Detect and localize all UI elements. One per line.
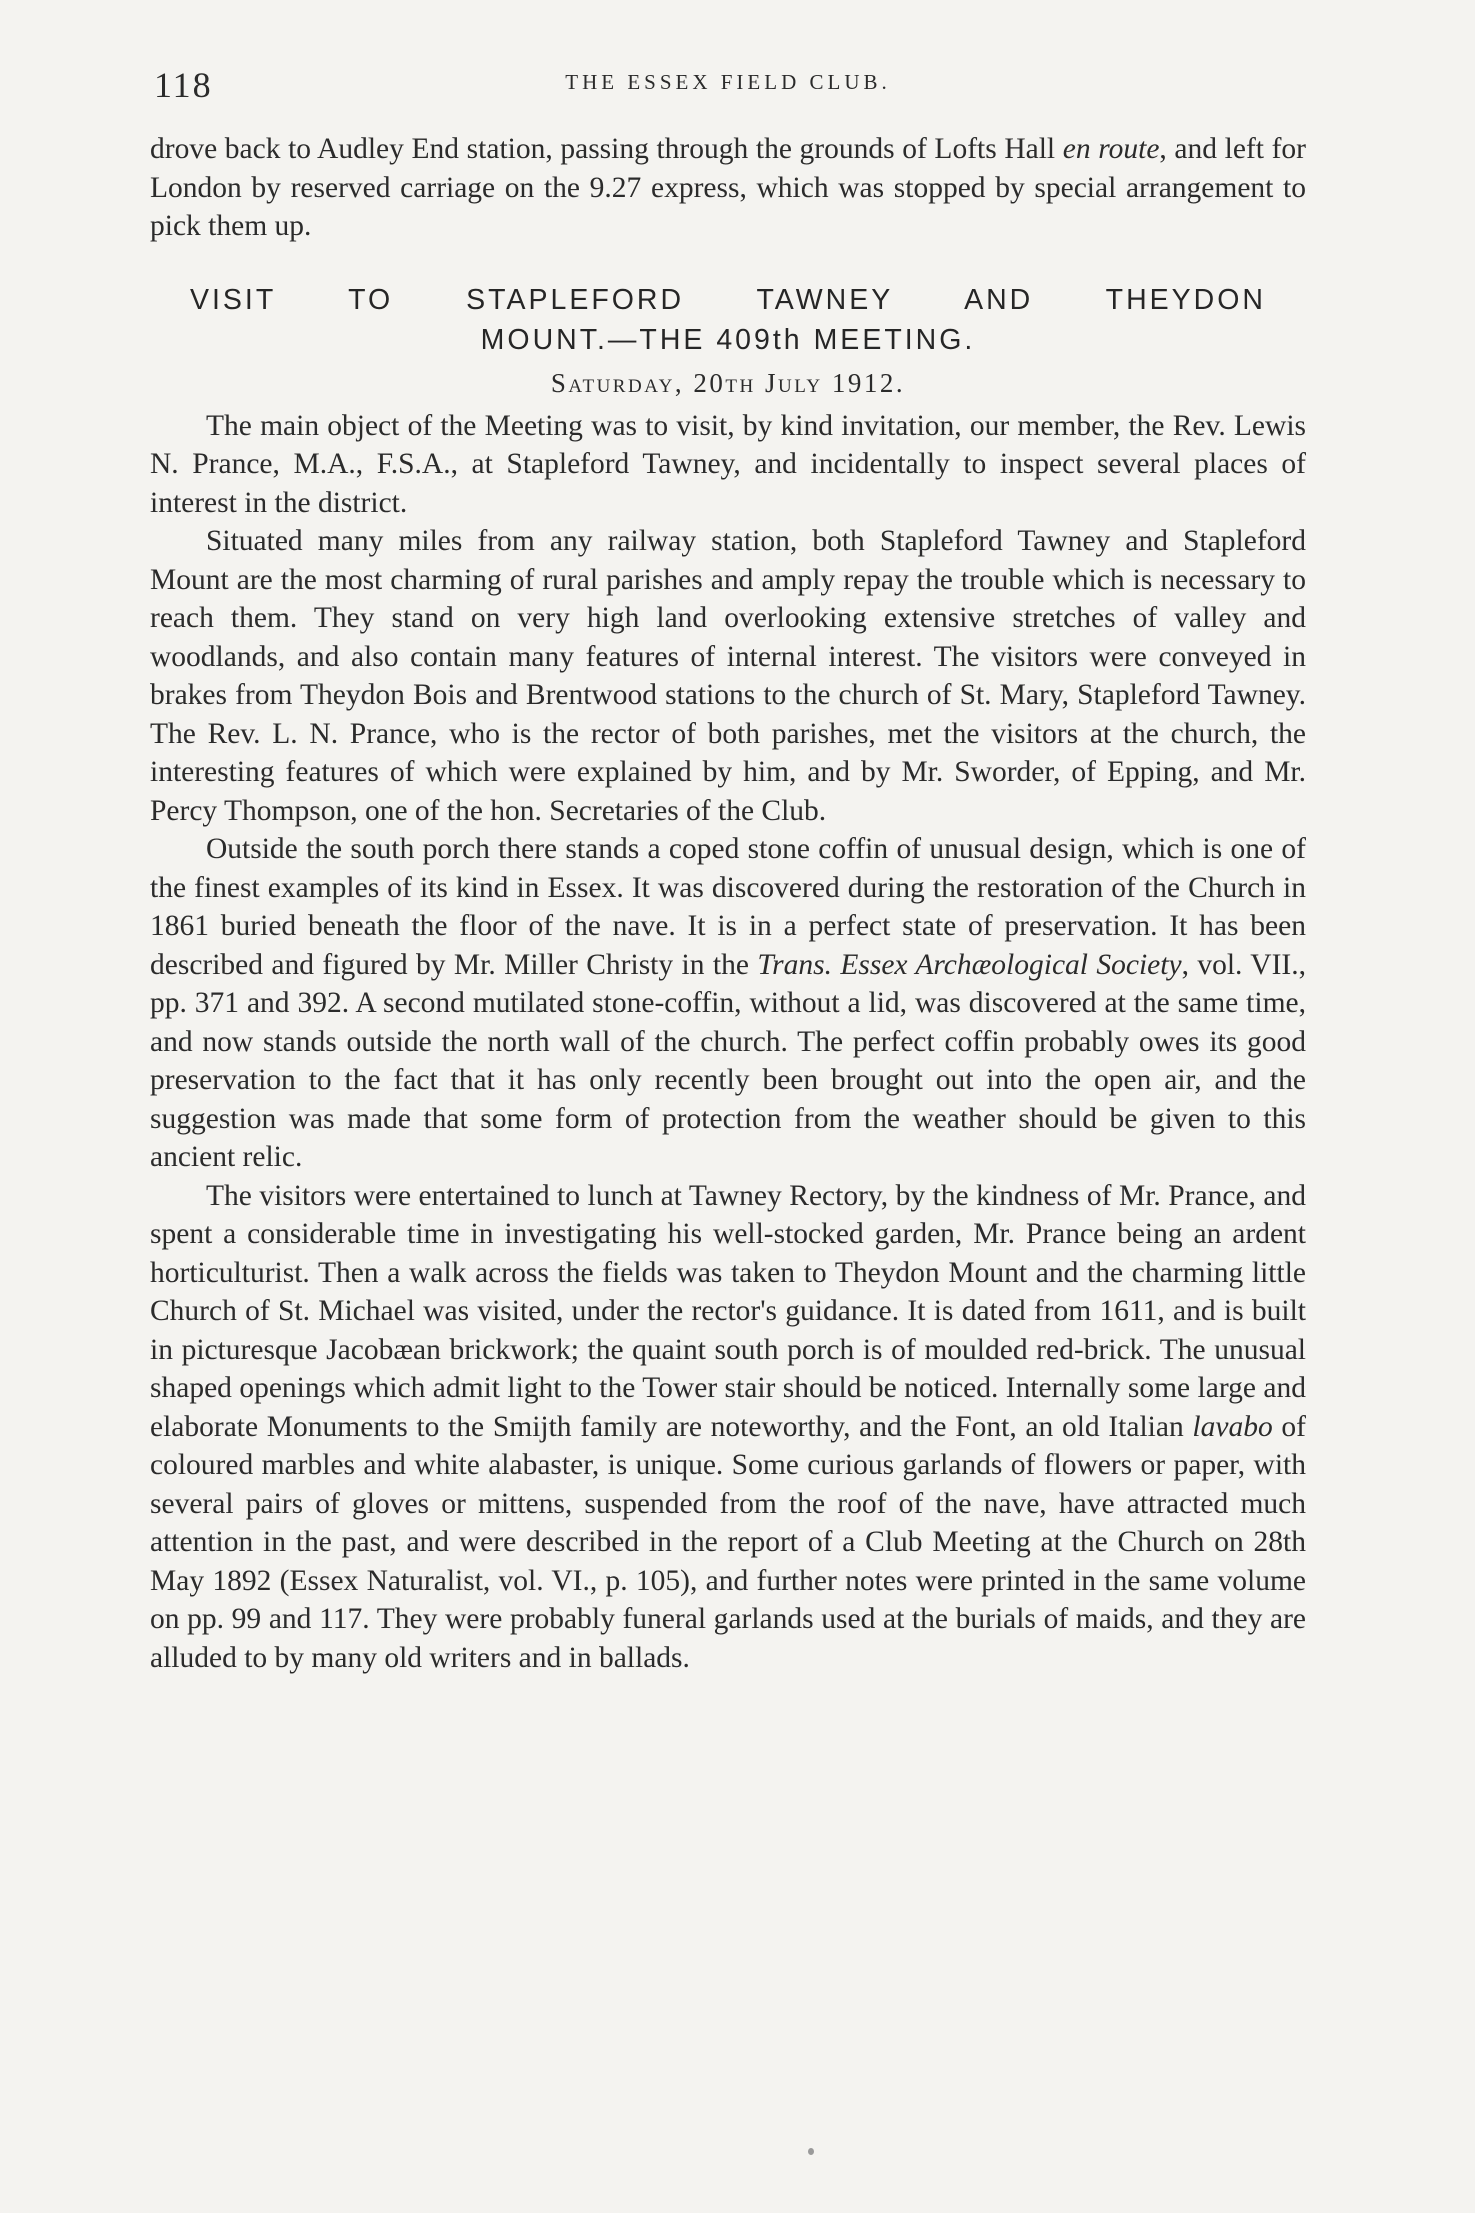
section-heading [150, 280, 1306, 360]
page [150, 60, 1306, 1677]
page-number: 118 [154, 65, 213, 105]
paragraph-3 [150, 830, 1306, 1177]
continuation-text-1: drove back to Audley End station, passing through the grounds of Lofts Hall [150, 133, 1063, 165]
running-head [150, 60, 1306, 110]
paragraph-4-text-1: The visitors were entertained to lunch at Tawney Rectory, by the kindness of Mr. Prance, and spent a considerable time in investigating his well-stocked garden, Mr. Prance being an ardent horticulturist. Then a walk across the fields was taken to Theydon Mount and the charming little Church of St. Michael was visited, under the rector's guidance. It is dated from 1611, and is built in picturesque Jacobæan brickwork; the quaint south porch is of moulded red-brick. The unusual shaped openings which admit light to the Tower stair should be noticed. Internally some large and elaborate Monuments to the Smijth family are noteworthy, and the Font, an old Italian [150, 1179, 1306, 1443]
paragraph-2: Situated many miles from any railway station, both Stapleford Tawney and Stapleford Mount are the most charming of rural parishes and amply repay the trouble which is necessary to reach them. They stand on very high land overlooking extensive stretches of valley and woodlands, and also contain many features of internal interest. The visitors were conveyed in brakes from Theydon Bois and Brentwood stations to the church of St. Mary, Stapleford Tawney. The Rev. L. N. Prance, who is the rector of both parishes, met the visitors at the church, the interesting features of which were explained by him, and by Mr. Sworder, of Epping, and Mr. Percy Thompson, one of the hon. Secretaries of the Club. [150, 525, 1306, 827]
paragraph-3-text-2: , vol. VII., pp. 371 and 392. A second mutilated stone-coffin, without a lid, was discovered at the same time, and now stands outside the north wall of the church. The perfect coffin probably owes its good preservation to the fact that it has only recently been brought out into the open air, and the suggestion was made that some form of protection from the weather should be given to this ancient relic. [150, 948, 1306, 1173]
paragraph-4-text-2: of coloured marbles and white alabaster, is unique. Some curious garlands of flowers or paper, with several pairs of gloves or mittens, suspended from the roof of the nave, have attracted much attention in the past, and were described in the report of a Club Meeting at the Church on 28th May 1892 (Essex Naturalist, vol. VI., p. 105), and further notes were printed in the same volume on pp. 99 and 117. They were probably funeral garlands used at the burials of maids, and they are alluded to by many old writers and in ballads. [150, 1410, 1306, 1674]
paragraph-4-italic: lavabo [1192, 1410, 1273, 1443]
meeting-date-text: Saturday, 20th July 1912. [550, 367, 906, 398]
paragraph-1: The main object of the Meeting was to visit, by kind invitation, our member, the Rev. Lewis N. Prance, M.A., F.S.A., at Stapleford Tawney, and incidentally to inspect several places of interest in the district. [150, 409, 1306, 519]
paragraph-3-italic: Trans. Essex Archæological Society [757, 948, 1182, 981]
section-heading-line-2: MOUNT.—THE 409th MEETING. [480, 323, 976, 356]
continuation-text-2: , and left for London by reserved carriage on the 9.27 express, which was stopped by special arrangement to pick them up. [150, 133, 1306, 242]
continuation-paragraph [150, 130, 1306, 246]
section-heading-line-1: VISIT TO STAPLEFORD TAWNEY AND THEYDON [190, 283, 1266, 316]
continuation-italic: en route [1062, 133, 1160, 165]
meeting-date [150, 368, 1306, 399]
paper-speck [808, 2148, 814, 2155]
journal-title: THE ESSEX FIELD CLUB. [565, 70, 891, 94]
paragraph-4 [150, 1177, 1306, 1678]
paragraph-3-text-1: Outside the south porch there stands a coped stone coffin of unusual design, which is one of the finest examples of its kind in Essex. It was discovered during the restoration of the Church in 1861 buried beneath the floor of the nave. It is in a perfect state of preservation. It has been described and figured by Mr. Miller Christy in the [150, 833, 1306, 981]
